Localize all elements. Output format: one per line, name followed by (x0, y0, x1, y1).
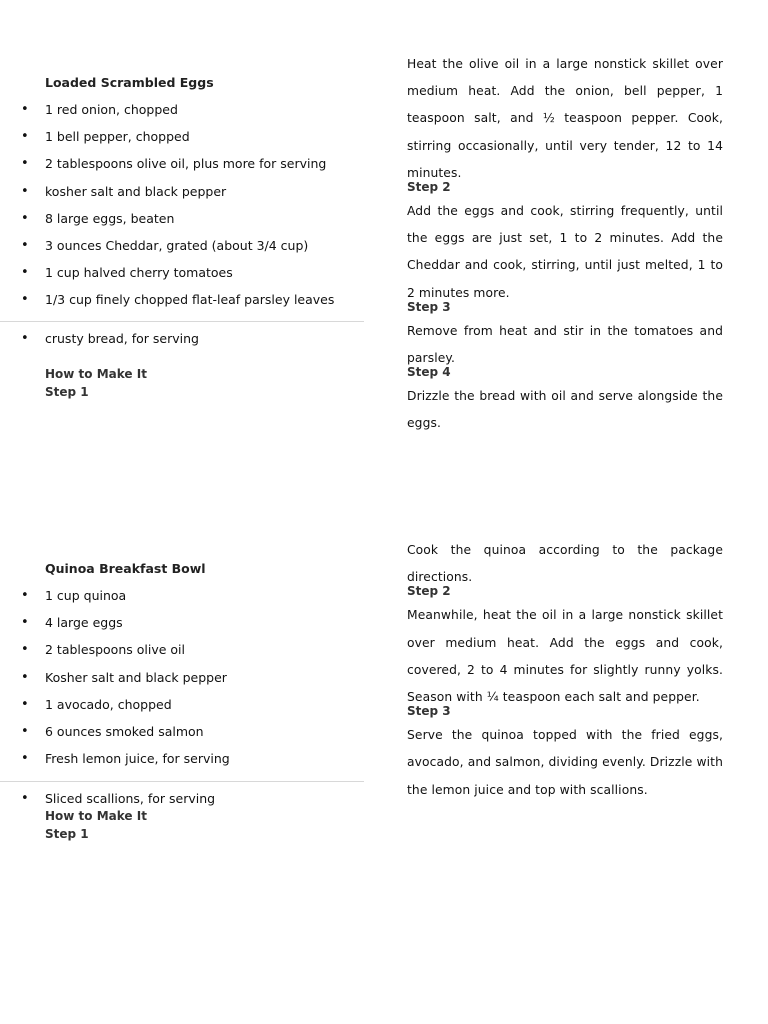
step-text: Meanwhile, heat the oil in a large nonstick skillet over medium heat. Add the eggs and cook, covered, 2 to 4 minutes for slightly runny yolks. Season with ¼ teaspoon each salt and pepper. (407, 608, 723, 705)
list-item: • 1 avocado, chopped (0, 696, 370, 723)
step-label: Step 2 (407, 584, 451, 599)
list-item: • crusty bread, for serving (0, 330, 370, 348)
list-item: • kosher salt and black pepper (0, 183, 370, 210)
step-label: Step 1 (45, 827, 89, 841)
step-label: Step 2 (407, 180, 451, 195)
list-item: • Fresh lemon juice, for serving (0, 750, 370, 777)
list-item: • Sliced scallions, for serving (0, 790, 370, 808)
list-item: • 6 ounces smoked salmon (0, 723, 370, 750)
list-item: • 1 bell pepper, chopped (0, 128, 370, 155)
divider (0, 781, 364, 782)
step-label: Step 4 (407, 365, 451, 380)
recipe-title: Loaded Scrambled Eggs (45, 75, 214, 90)
list-item: • 4 large eggs (0, 614, 370, 641)
list-item: • 2 tablespoons olive oil, plus more for serving (0, 155, 370, 182)
instructions (407, 51, 723, 438)
instructions (407, 537, 723, 804)
list-item: • 1 cup halved cherry tomatoes (0, 264, 370, 291)
ingredient-list (0, 101, 370, 319)
ingredient-list (0, 587, 370, 777)
step-text: Remove from heat and stir in the tomatoes and parsley. (407, 323, 723, 366)
recipe-title: Quinoa Breakfast Bowl (45, 561, 206, 576)
step-text: Add the eggs and cook, stirring frequently, until the eggs are just set, 1 to 2 minutes. Add the Cheddar and cook, stirring, until just melted, 1 to 2 minutes more. (407, 204, 723, 300)
step-text: Drizzle the bread with oil and serve alongside the eggs. (407, 389, 723, 431)
extra-ingredient-list (0, 790, 370, 808)
divider (0, 321, 364, 322)
step-label: Step 1 (45, 385, 89, 399)
how-to-heading: How to Make It (45, 367, 147, 381)
step-text: Serve the quinoa topped with the fried eggs, avocado, and salmon, dividing evenly. Drizzle with the lemon juice and top with scallions. (407, 728, 723, 797)
step-text: Heat the olive oil in a large nonstick skillet over medium heat. Add the onion, bell pepper, 1 teaspoon salt, and ½ teaspoon pepper. Cook, stirring occasionally, until very tender, 12 to 14 minutes. (407, 57, 723, 180)
list-item: • Kosher salt and black pepper (0, 669, 370, 696)
list-item: • 1/3 cup finely chopped flat-leaf parsley leaves (0, 291, 370, 318)
step-label: Step 3 (407, 299, 451, 314)
extra-ingredient-list (0, 330, 370, 348)
how-to-heading: How to Make It (45, 809, 147, 823)
step-text: Cook the quinoa according to the package directions. (407, 543, 723, 585)
list-item: • 1 cup quinoa (0, 587, 370, 614)
list-item: • 8 large eggs, beaten (0, 210, 370, 237)
list-item: • 1 red onion, chopped (0, 101, 370, 128)
step-label: Step 3 (407, 704, 451, 719)
list-item: • 2 tablespoons olive oil (0, 641, 370, 668)
list-item: • 3 ounces Cheddar, grated (about 3/4 cup) (0, 237, 370, 264)
